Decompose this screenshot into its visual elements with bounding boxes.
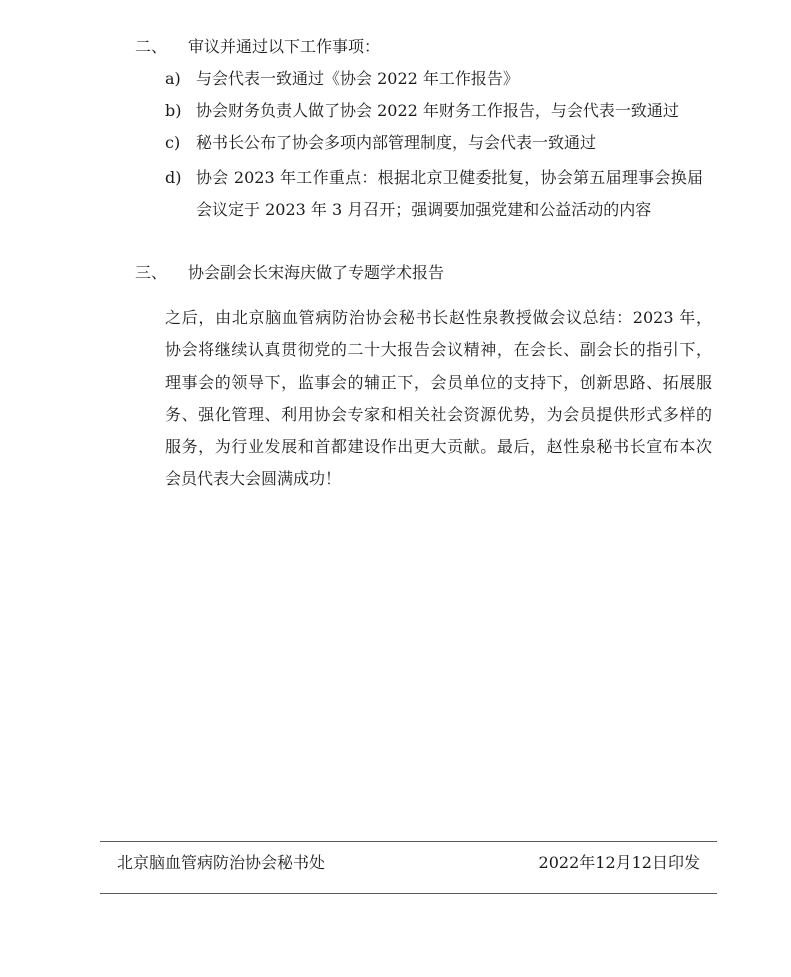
footer-issue-date: 2022年12月12日印发 <box>538 853 700 872</box>
footer-issuer: 北京脑血管病防治协会秘书处 <box>117 853 326 872</box>
list-item-text: 协会 2023 年工作重点：根据北京卫健委批复，协会第五届理事会换届 <box>196 168 703 187</box>
summary-line: 服务，为行业发展和首都建设作出更大贡献。最后，赵性泉秘书长宣布本次 <box>165 437 712 456</box>
list-item-label: c) <box>165 133 181 152</box>
footer-top-divider <box>100 841 717 842</box>
section-title: 审议并通过以下工作事项： <box>188 37 381 56</box>
list-item-text: 协会财务负责人做了协会 2022 年财务工作报告，与会代表一致通过 <box>196 101 679 120</box>
summary-line: 会员代表大会圆满成功！ <box>165 469 342 488</box>
section-number: 二、 <box>135 37 168 56</box>
summary-line: 理事会的领导下，监事会的辅正下，会员单位的支持下，创新思路、拓展服 <box>165 373 712 392</box>
summary-line: 之后，由北京脑血管病防治协会秘书长赵性泉教授做会议总结：2023 年， <box>165 308 712 327</box>
summary-line: 协会将继续认真贯彻党的二十大报告会议精神，在会长、副会长的指引下， <box>165 340 712 359</box>
list-item-text: 与会代表一致通过《协会 2022 年工作报告》 <box>196 69 519 88</box>
list-item-label: d) <box>165 168 182 187</box>
list-item-label: b) <box>165 101 182 120</box>
summary-line: 务、强化管理、利用协会专家和相关社会资源优势，为会员提供形式多样的 <box>165 405 712 424</box>
footer-bottom-divider <box>100 893 717 894</box>
section-number: 三、 <box>135 263 168 282</box>
section-title: 协会副会长宋海庆做了专题学术报告 <box>188 263 445 282</box>
list-item-text: 秘书长公布了协会多项内部管理制度，与会代表一致通过 <box>196 133 597 152</box>
list-item-text-continued: 会议定于 2023 年 3 月召开；强调要加强党建和公益活动的内容 <box>196 200 652 219</box>
list-item-label: a) <box>165 69 181 88</box>
